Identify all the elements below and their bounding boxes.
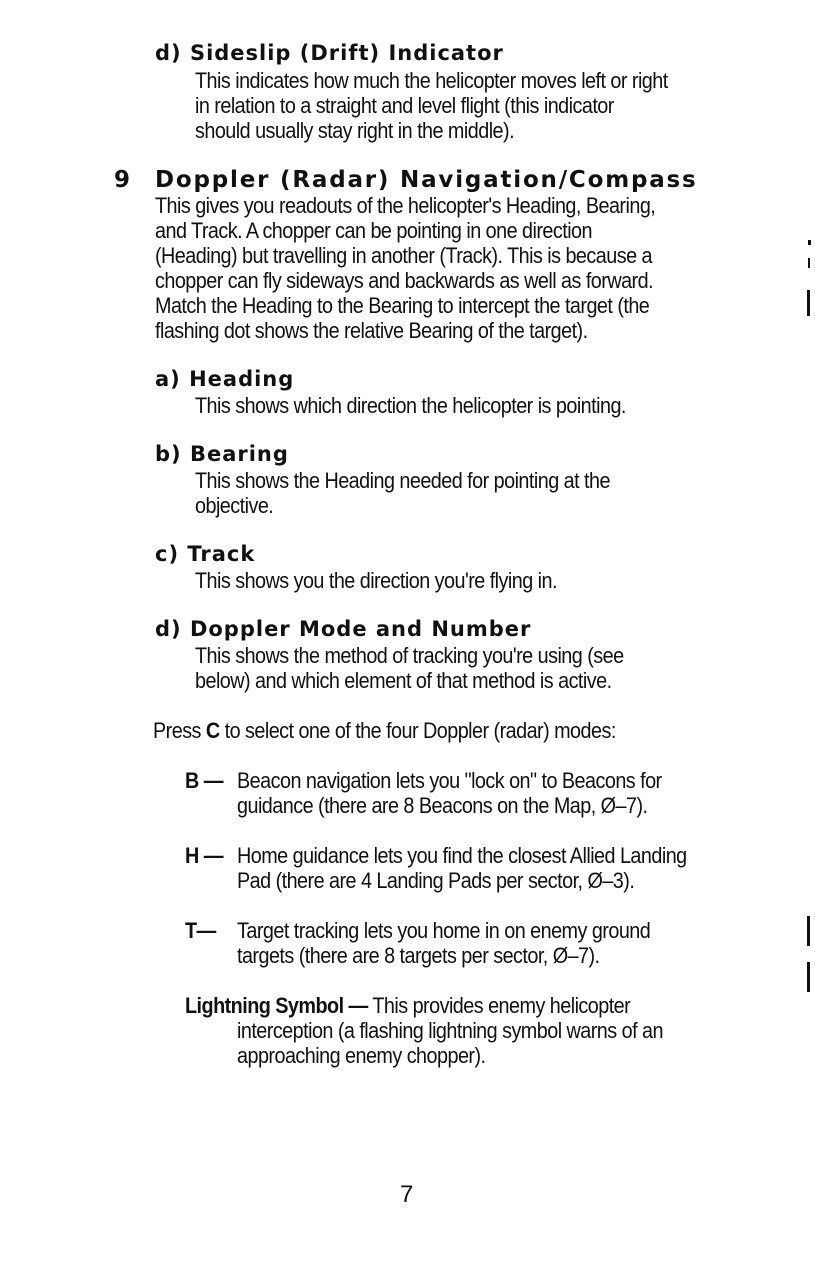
mode-lightning-first-text: This provides enemy helicopter — [372, 993, 631, 1018]
text-line: This shows the Heading needed for pointing at the — [195, 468, 610, 493]
mode-t-label — [185, 918, 216, 943]
text-line: Match the Heading to the Bearing to intercept the target (the — [155, 293, 650, 318]
mode-b-label — [185, 768, 223, 793]
sideslip-heading: d) Sideslip (Drift) Indicator — [155, 41, 504, 65]
mode-lightning-first-line — [185, 993, 630, 1018]
mode-label-text: B — — [185, 768, 223, 793]
scan-mark — [807, 916, 810, 946]
page-number: 7 — [400, 1181, 414, 1208]
press-c-prefix: Press — [153, 718, 206, 743]
text-line: below) and which element of that method is active. — [195, 668, 612, 693]
text-line: should usually stay right in the middle). — [195, 118, 515, 143]
press-c-instruction — [153, 718, 616, 743]
text-line: objective. — [195, 493, 274, 518]
text-line: Pad (there are 4 Landing Pads per sector, Ø–3). — [237, 868, 635, 893]
bearing-subsection-text — [195, 468, 610, 518]
mode-label-text: H — — [185, 843, 223, 868]
section-number: 9 — [114, 167, 132, 193]
bearing-subsection-title: b) Bearing — [155, 442, 289, 466]
doppler-section-description — [155, 193, 655, 343]
track-subsection-title: c) Track — [155, 542, 256, 566]
mode-lightning-description — [237, 1018, 663, 1068]
text-line: interception (a flashing lightning symbol warns of an — [237, 1018, 663, 1043]
doppler-mode-subsection-text — [195, 643, 624, 693]
text-line: Beacon navigation lets you "lock on" to Beacons for — [237, 768, 662, 793]
scan-mark — [807, 290, 810, 316]
doppler-mode-subsection-title: d) Doppler Mode and Number — [155, 617, 532, 641]
key-c: C — [205, 718, 220, 743]
track-subsection-text — [195, 568, 557, 593]
mode-h-description — [237, 843, 687, 893]
text-line: Target tracking lets you home in on enemy ground — [237, 918, 651, 943]
press-c-suffix: to select one of the four Doppler (radar) modes: — [219, 718, 616, 743]
text-line: This shows which direction the helicopter is pointing. — [195, 393, 626, 418]
scan-mark — [808, 240, 811, 245]
mode-label-text: Lightning Symbol — — [185, 993, 368, 1018]
text-line: Home guidance lets you find the closest Allied Landing — [237, 843, 687, 868]
text-line: flashing dot shows the relative Bearing of the target). — [155, 318, 588, 343]
text-line: guidance (there are 8 Beacons on the Map, Ø–7). — [237, 793, 648, 818]
text-line: This shows the method of tracking you're using (see — [195, 643, 624, 668]
text-line: This indicates how much the helicopter moves left or right — [195, 68, 668, 93]
doppler-section-heading: Doppler (Radar) Navigation/Compass — [155, 167, 698, 193]
mode-t-description — [237, 918, 650, 968]
scan-mark — [807, 962, 810, 992]
heading-subsection-title: a) Heading — [155, 367, 295, 391]
sideslip-description — [195, 68, 668, 143]
text-line: (Heading) but travelling in another (Track). This is because a — [155, 243, 652, 268]
mode-label-text: T— — [185, 918, 216, 943]
text-line: chopper can fly sideways and backwards as well as forward. — [155, 268, 654, 293]
text-line: This shows you the direction you're flying in. — [195, 568, 557, 593]
heading-subsection-text — [195, 393, 626, 418]
text-line: targets (there are 8 targets per sector, Ø–7). — [237, 943, 600, 968]
text-line: in relation to a straight and level flight (this indicator — [195, 93, 614, 118]
mode-h-label — [185, 843, 223, 868]
text-line: This gives you readouts of the helicopter's Heading, Bearing, — [155, 193, 656, 218]
mode-b-description — [237, 768, 662, 818]
text-line: and Track. A chopper can be pointing in one direction — [155, 218, 593, 243]
scan-mark — [808, 258, 810, 268]
text-line: approaching enemy chopper). — [237, 1043, 486, 1068]
